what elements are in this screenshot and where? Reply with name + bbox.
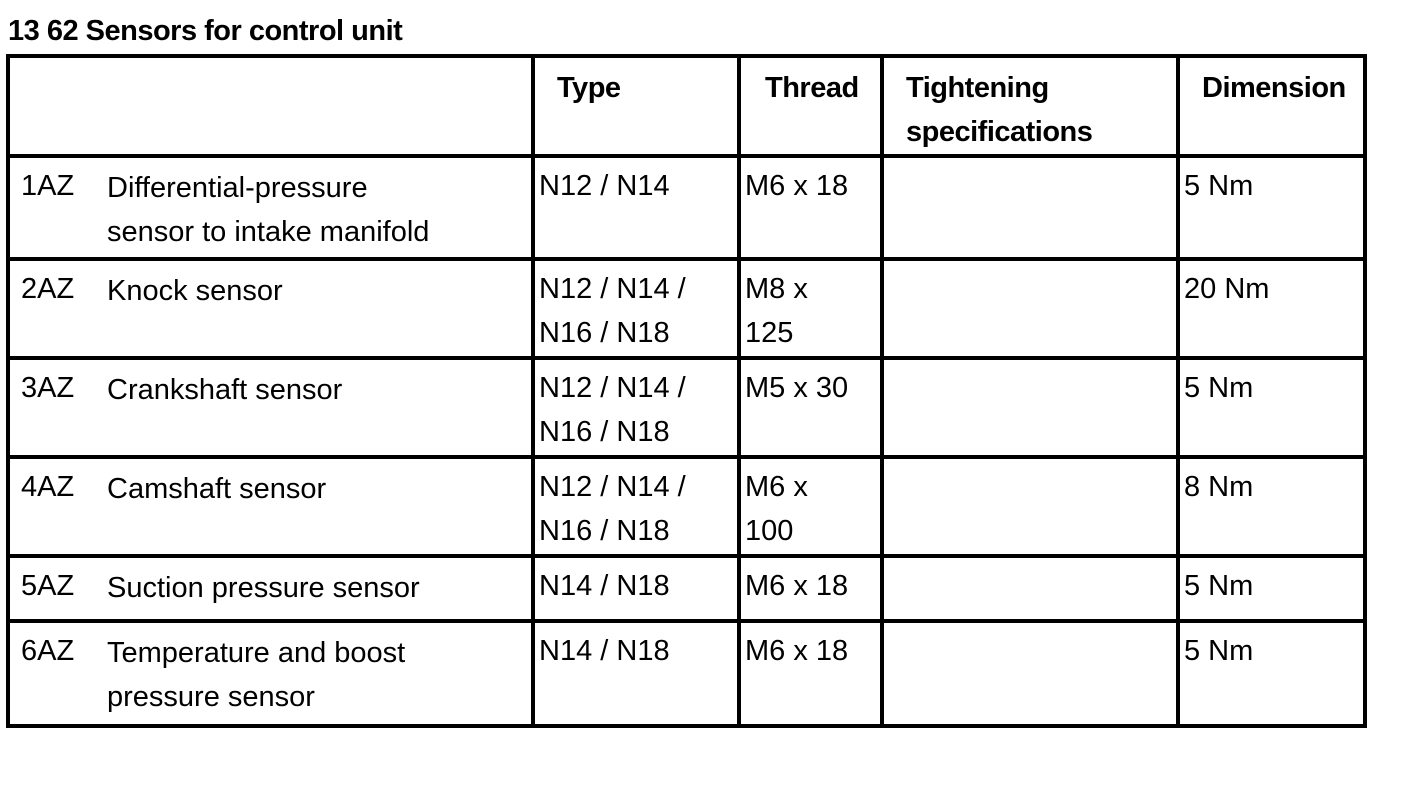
row-description: Knock sensor (107, 275, 283, 307)
row-tightening (882, 556, 1178, 621)
row-thread: M6 x 18 (739, 621, 882, 726)
row-description: Camshaft sensor (107, 473, 327, 505)
row-description-cell (8, 358, 533, 457)
row-description-cell (8, 259, 533, 358)
row-dimension: 8 Nm (1178, 457, 1365, 556)
table-row (8, 556, 1365, 621)
row-description-cell (8, 156, 533, 259)
row-description-cell (8, 457, 533, 556)
row-type: N12 / N14 / N16 / N18 (533, 358, 739, 457)
header-tightening: Tightening specifications (882, 56, 1178, 156)
row-dimension: 5 Nm (1178, 358, 1365, 457)
row-type: N14 / N18 (533, 621, 739, 726)
row-description: Temperature and boost pressure sensor (107, 637, 406, 713)
row-thread: M6 x 100 (739, 457, 882, 556)
row-type: N12 / N14 / N16 / N18 (533, 259, 739, 358)
row-thread: M6 x 18 (739, 556, 882, 621)
header-description (8, 56, 533, 156)
row-code: 5AZ (21, 570, 75, 602)
table-header-row (8, 56, 1365, 156)
row-code: 3AZ (21, 372, 75, 404)
table-row (8, 358, 1365, 457)
header-dimension: Dimension (1178, 56, 1365, 156)
row-description: Suction pressure sensor (107, 572, 420, 604)
row-description: Crankshaft sensor (107, 374, 343, 406)
row-description: Differential-pressure sensor to intake manifold (107, 172, 430, 248)
row-type: N14 / N18 (533, 556, 739, 621)
row-tightening (882, 156, 1178, 259)
row-thread: M6 x 18 (739, 156, 882, 259)
sensor-spec-table (6, 54, 1367, 728)
row-type: N12 / N14 (533, 156, 739, 259)
row-dimension: 5 Nm (1178, 156, 1365, 259)
header-thread: Thread (739, 56, 882, 156)
row-dimension: 20 Nm (1178, 259, 1365, 358)
table-row (8, 156, 1365, 259)
row-description-cell (8, 556, 533, 621)
table-row (8, 621, 1365, 726)
row-code: 1AZ (21, 170, 75, 202)
row-tightening (882, 621, 1178, 726)
table-row (8, 259, 1365, 358)
table-row (8, 457, 1365, 556)
row-tightening (882, 259, 1178, 358)
row-dimension: 5 Nm (1178, 556, 1365, 621)
row-description-cell (8, 621, 533, 726)
row-thread: M5 x 30 (739, 358, 882, 457)
row-tightening (882, 358, 1178, 457)
page-title: 13 62 Sensors for control unit (8, 15, 403, 47)
row-thread: M8 x 125 (739, 259, 882, 358)
row-type: N12 / N14 / N16 / N18 (533, 457, 739, 556)
row-code: 4AZ (21, 471, 75, 503)
row-dimension: 5 Nm (1178, 621, 1365, 726)
row-code: 6AZ (21, 635, 75, 667)
row-code: 2AZ (21, 273, 75, 305)
row-tightening (882, 457, 1178, 556)
header-type: Type (533, 56, 739, 156)
